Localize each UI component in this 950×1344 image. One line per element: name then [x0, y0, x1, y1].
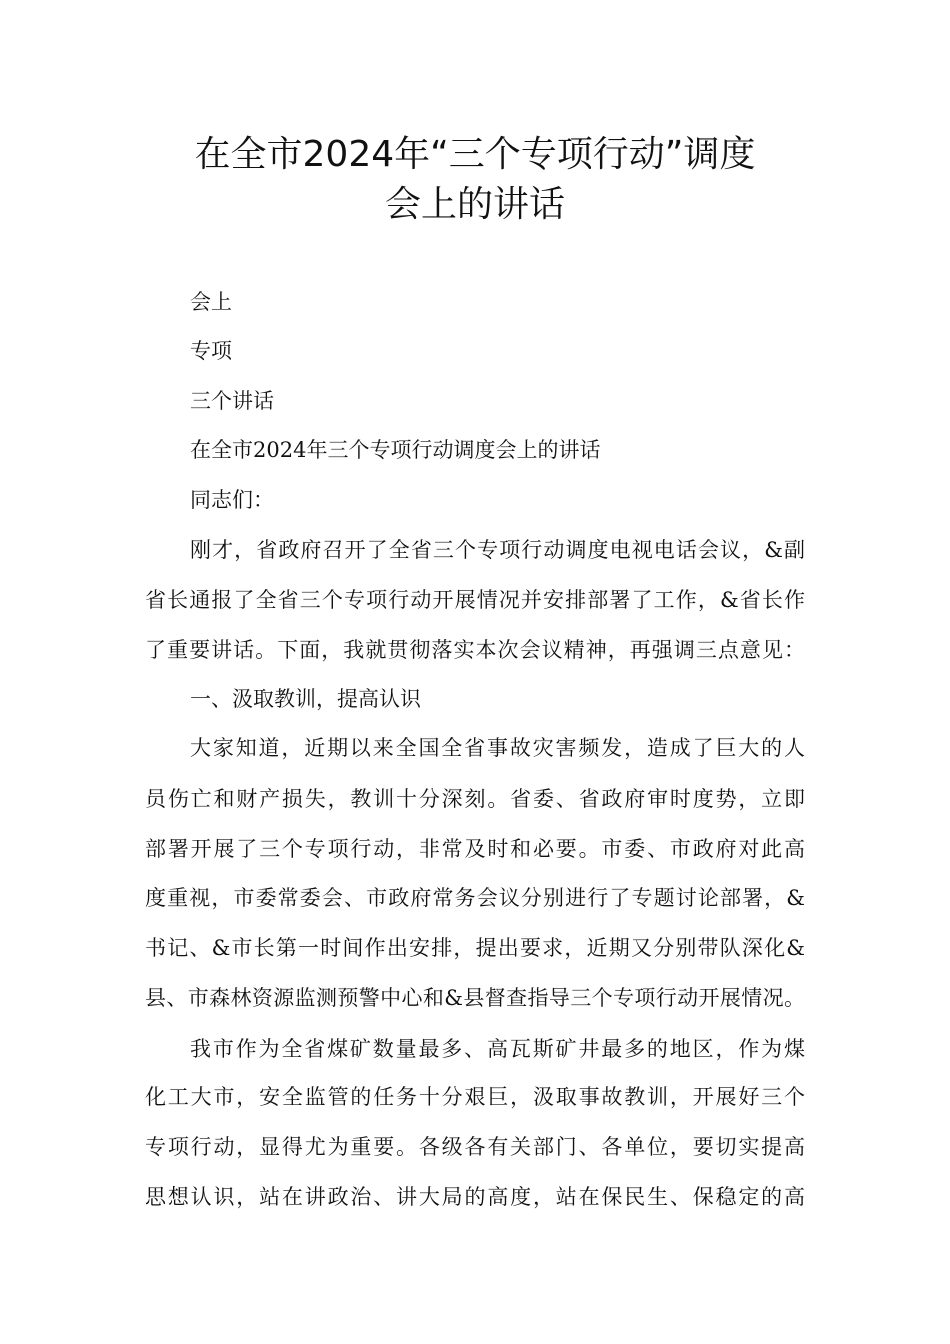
paragraph-3-line: 思想认识，站在讲政治、讲大局的高度，站在保民生、保稳定的高	[145, 1185, 805, 1209]
keyword-1: 会上	[190, 290, 232, 314]
paragraph-2-line: 书记、&市长第一时间作出安排，提出要求，近期又分别带队深化&	[145, 936, 805, 960]
section-heading-1: 一、汲取教训，提高认识	[190, 687, 421, 711]
document-title-line-2: 会上的讲话	[384, 184, 565, 225]
paragraph-2-line: 度重视，市委常委会、市政府常务会议分别进行了专题讨论部署，&	[145, 886, 805, 910]
paragraph-1-line: 刚才，省政府召开了全省三个专项行动调度电视电话会议，&副	[190, 538, 805, 562]
paragraph-1-line: 省长通报了全省三个专项行动开展情况并安排部署了工作，&省长作	[145, 588, 805, 612]
document-subtitle: 在全市2024年三个专项行动调度会上的讲话	[190, 438, 601, 462]
paragraph-3-line: 化工大市，安全监管的任务十分艰巨，汲取事故教训，开展好三个	[145, 1085, 805, 1109]
paragraph-2-line: 大家知道，近期以来全国全省事故灾害频发，造成了巨大的人	[190, 736, 805, 760]
keyword-3: 三个讲话	[190, 389, 274, 413]
salutation: 同志们：	[190, 488, 274, 512]
paragraph-3-line: 我市作为全省煤矿数量最多、高瓦斯矿井最多的地区，作为煤	[190, 1037, 805, 1061]
paragraph-2-line: 部署开展了三个专项行动，非常及时和必要。市委、市政府对此高	[145, 837, 805, 861]
paragraph-3-line: 专项行动，显得尤为重要。各级各有关部门、各单位，要切实提高	[145, 1135, 805, 1159]
paragraph-2-line: 员伤亡和财产损失，教训十分深刻。省委、省政府审时度势，立即	[145, 787, 805, 811]
document-title-line-1: 在全市2024年“三个专项行动”调度	[194, 134, 756, 175]
paragraph-2-line: 县、市森林资源监测预警中心和&县督查指导三个专项行动开展情况。	[145, 986, 805, 1010]
keyword-2: 专项	[190, 339, 232, 363]
paragraph-1-line: 了重要讲话。下面，我就贯彻落实本次会议精神，再强调三点意见：	[145, 638, 805, 662]
